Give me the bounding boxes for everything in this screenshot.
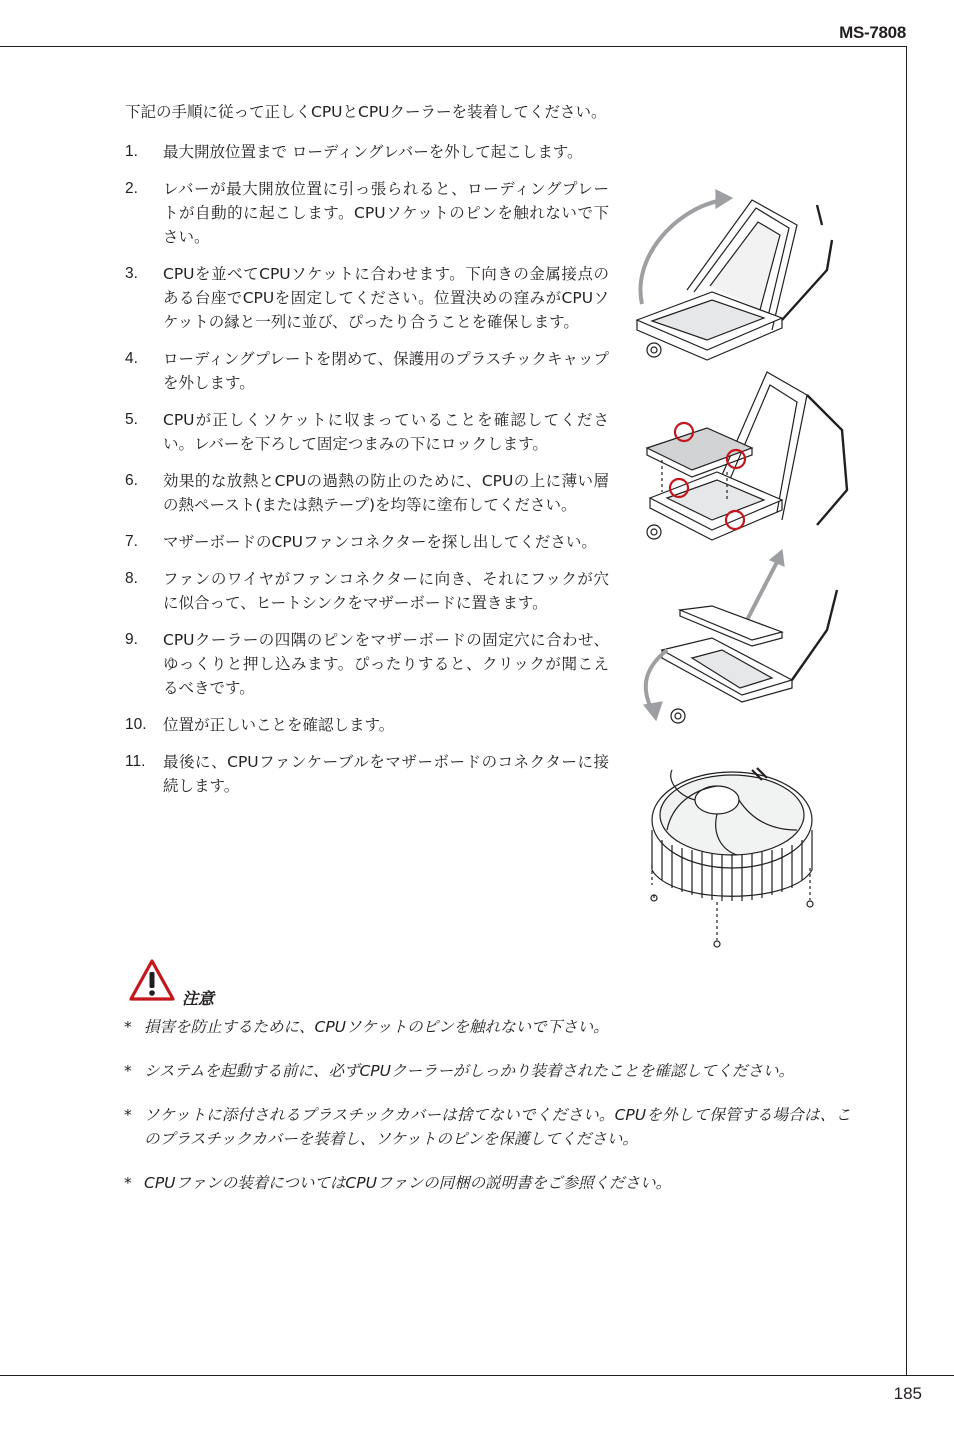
step-number: 2. <box>125 180 138 197</box>
step-text: 最後に、CPUファンケーブルをマザーボードのコネクターに接続します。 <box>163 753 609 795</box>
step-number: 8. <box>125 570 138 587</box>
caution-note <box>124 1015 851 1039</box>
step-number: 4. <box>125 350 138 367</box>
note-text: ソケットに添付されるプラスチックカバーは捨てないでください。CPUを外して保管する場合は、このプラスチックカバーを装着し、ソケットのピンを保護してください。 <box>144 1106 851 1148</box>
step-item <box>125 347 609 395</box>
step-item <box>125 628 609 700</box>
step-item <box>125 177 609 249</box>
cooler-illustration <box>651 768 813 947</box>
caution-note <box>124 1059 851 1083</box>
note-text: 損害を防止するために、CPUソケットのピンを触れないで下さい。 <box>144 1018 609 1036</box>
model-id: MS-7808 <box>839 23 906 42</box>
step-item <box>125 469 609 517</box>
page-frame-bottom-rule <box>0 1375 954 1376</box>
step-text: ファンのワイヤがファンコネクターに向き、それにフックが穴に似合って、ヒートシンクをマザーボードに置きます。 <box>163 570 609 612</box>
note-text: CPUファンの装着についてはCPUファンの同梱の説明書をご参照ください。 <box>144 1174 672 1192</box>
step-text: レバーが最大開放位置に引っ張られると、ローディングプレートが自動的に起こします。CPUソケットのピンを触れないで下さい。 <box>163 180 609 246</box>
step-number: 1. <box>125 143 138 160</box>
step-text: CPUクーラーの四隅のピンをマザーボードの固定穴に合わせ、ゆっくりと押し込みます。ぴったりすると、クリックが聞こえるべきです。 <box>163 631 609 697</box>
step-text: CPUが正しくソケットに収まっていることを確認してください。レバーを下ろして固定つまみの下にロックします。 <box>163 411 609 453</box>
caution-title: 注意 <box>182 989 215 1008</box>
caution-heading <box>129 958 329 1008</box>
caution-note <box>124 1171 851 1195</box>
socket-open-illustration <box>637 190 832 360</box>
note-text: システムを起動する前に、必ずCPUクーラーがしっかり装着されたことを確認してください。 <box>144 1062 794 1080</box>
note-bullet: * <box>124 1106 132 1124</box>
cpu-insertion-illustration <box>647 372 847 540</box>
caution-note <box>124 1103 851 1151</box>
step-text: ローディングプレートを閉めて、保護用のプラスチックキャップを外します。 <box>163 350 609 392</box>
step-item <box>125 530 609 554</box>
step-number: 6. <box>125 472 138 489</box>
step-number: 11. <box>125 753 146 770</box>
intro-text: 下記の手順に従って正しくCPUとCPUクーラーを装着してください。 <box>125 103 607 121</box>
step-text: 効果的な放熱とCPUの過熱の防止のために、CPUの上に薄い層の熱ペースト(または熱テープ)を均等に塗布してください。 <box>163 472 609 514</box>
step-item <box>125 408 609 456</box>
step-text: マザーボードのCPUファンコネクターを探し出してください。 <box>163 533 597 551</box>
page-frame-right-rule <box>906 46 907 1376</box>
warning-triangle-icon <box>129 958 175 1002</box>
step-text: CPUを並べてCPUソケットに合わせます。下向きの金属接点のある台座でCPUを固定してください。位置決めの窪みがCPUソケットの縁と一列に並び、ぴったり合うことを確保します。 <box>163 265 609 331</box>
step-list <box>125 140 609 811</box>
note-bullet: * <box>124 1174 132 1192</box>
step-item <box>125 140 609 164</box>
plate-close-illustration <box>644 550 837 723</box>
step-item <box>125 262 609 334</box>
step-number: 5. <box>125 411 138 428</box>
installation-illustrations <box>632 180 858 955</box>
page-number: 185 <box>893 1384 922 1403</box>
note-bullet: * <box>124 1018 132 1036</box>
step-number: 3. <box>125 265 138 282</box>
page-frame-top-rule <box>0 46 907 47</box>
step-item <box>125 713 609 737</box>
step-number: 10. <box>125 716 147 733</box>
step-number: 9. <box>125 631 138 648</box>
caution-notes <box>124 1015 851 1215</box>
step-text: 位置が正しいことを確認します。 <box>163 716 395 734</box>
step-text: 最大開放位置まで ローディングレバーを外して起こします。 <box>163 143 583 161</box>
step-number: 7. <box>125 533 138 550</box>
note-bullet: * <box>124 1062 132 1080</box>
step-item <box>125 750 609 798</box>
step-item <box>125 567 609 615</box>
